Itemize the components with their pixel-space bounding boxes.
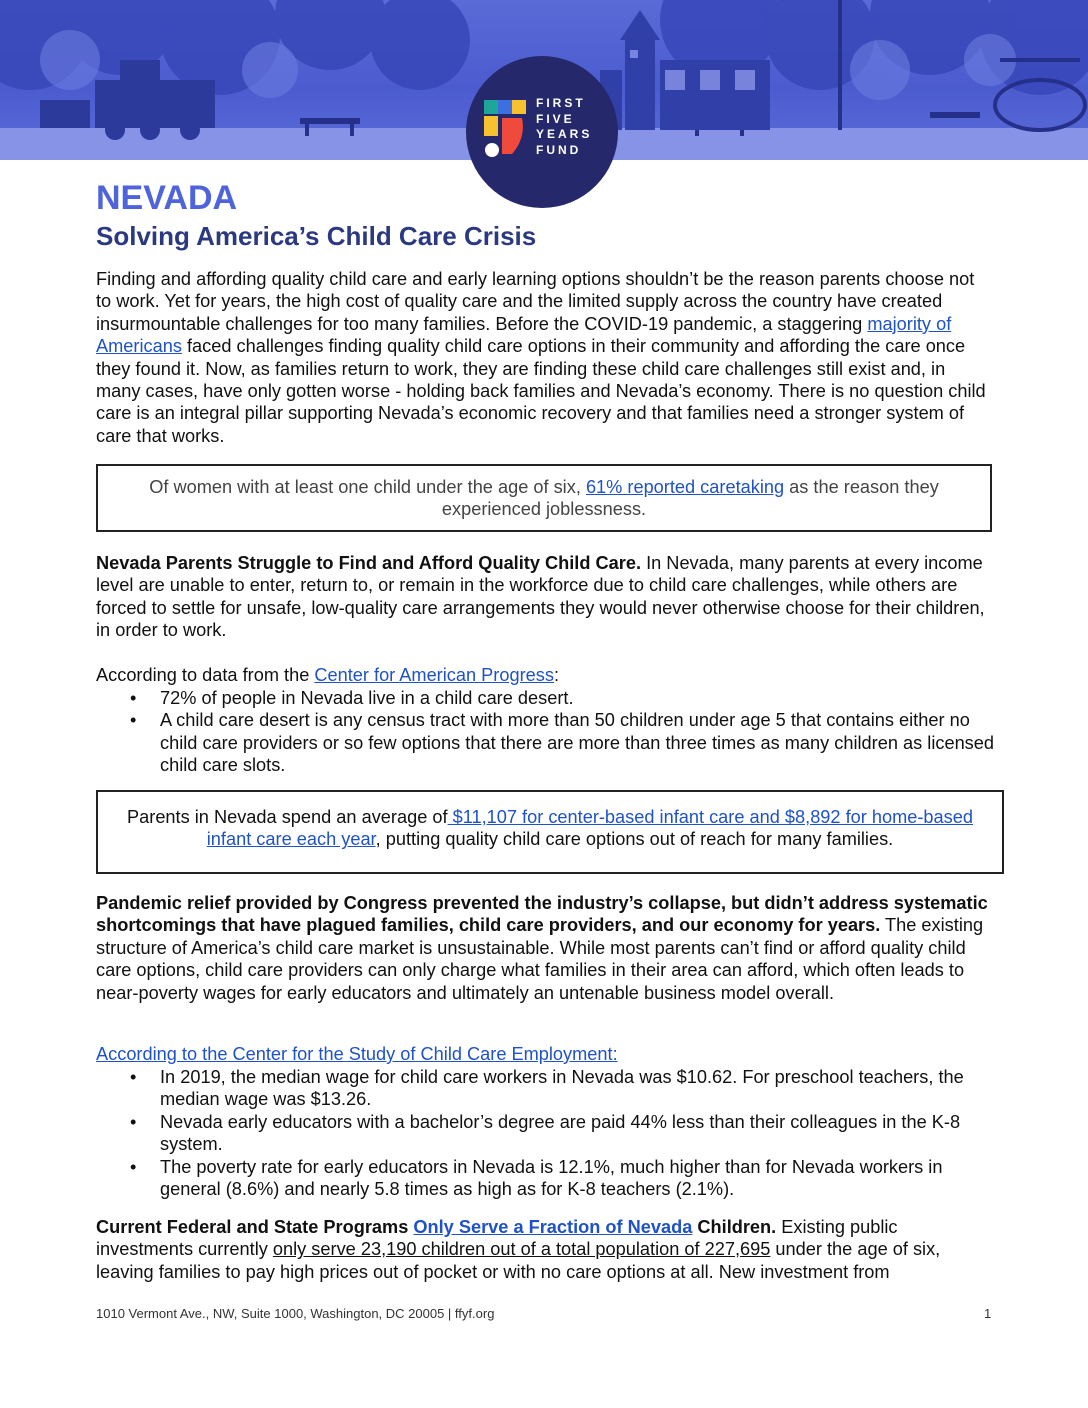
cap-intro-colon: :: [553, 665, 560, 685]
caretaking-link[interactable]: 61% reported caretaking: [585, 477, 785, 497]
majority-of-americans-link[interactable]: majority of Americans: [96, 313, 952, 357]
section-federal-state-programs: [96, 1216, 992, 1283]
cscce-link[interactable]: According to the Center for the Study of Child Care Employment:: [96, 1044, 618, 1064]
cscce-bullet-list: [96, 1066, 996, 1200]
bullet-icon: •: [130, 1111, 137, 1132]
list-item: [96, 1111, 996, 1156]
section3-body-2: under the age of six, leaving families to pay high prices out of pocket or with no care options at all. New investment from: [96, 1239, 941, 1282]
section1-body: In Nevada, many parents at every income level are unable to enter, return to, or remain in the workforce due to child care challenges, while others are forced to settle for unsafe, low-quality care arrangements they would never otherwise choose for their children, in order to work.: [96, 553, 985, 641]
section2-heading: Pandemic relief provided by Congress prevented the industry’s collapse, but didn’t address systematic shortcomings that have plagued families, child care providers, and our economy for years.: [96, 893, 988, 936]
footer-address: 1010 Vermont Ave., NW, Suite 1000, Washington, DC 20005 | ffyf.org: [96, 1306, 495, 1321]
bullet-text: A child care desert is any census tract with more than 50 children under age 5 that contains either no child care providers or so few options that there are more than three times as many children as licensed child care slots.: [160, 710, 995, 776]
section-parents-struggle: [96, 552, 992, 642]
list-item: [96, 687, 996, 709]
section3-heading-1: Current Federal and State Programs: [96, 1217, 414, 1237]
cap-intro: [96, 664, 992, 686]
fraction-of-nevada-link[interactable]: Only Serve a Fraction of Nevada: [413, 1217, 693, 1237]
callout2-text-2: , putting quality child care options out of reach for many families.: [375, 829, 894, 850]
section2-body: The existing structure of America’s child care market is unsustainable. While most parents can’t find or afford quality child care options, child care providers can only charge what families in their area can afford, which often leads to near-poverty wages for early educators and ultimately an untenable business model overall.: [96, 915, 984, 1003]
center-for-american-progress-link[interactable]: Center for American Progress: [314, 665, 554, 685]
ffyf-mark-icon: [482, 98, 530, 166]
logo-wordmark: [536, 96, 592, 158]
logo-line-2: FIVE: [536, 111, 575, 126]
list-item: [96, 1066, 996, 1111]
callout1-text-1: Of women with at least one child under the age of six,: [149, 477, 586, 497]
bullet-text: 72% of people in Nevada live in a child care desert.: [160, 688, 574, 708]
bullet-icon: •: [130, 1067, 137, 1087]
infant-care-cost-link[interactable]: $11,107 for center-based infant care and $8,892 for home-based infant care each year: [206, 807, 973, 850]
cap-intro-text: According to data from the: [96, 665, 315, 685]
section3-heading-2: Children.: [692, 1217, 777, 1237]
bullet-icon: •: [130, 688, 137, 708]
callout-infant-care-cost: [96, 790, 1004, 874]
callout1-text-2: as the reason they experienced joblessness.: [441, 477, 939, 520]
section1-heading: Nevada Parents Struggle to Find and Afford Quality Child Care.: [96, 553, 642, 573]
bullet-icon: •: [130, 710, 137, 731]
first-five-years-fund-logo[interactable]: [466, 56, 618, 208]
intro-text-2: faced challenges finding quality child care options in their community and affording the care once they found it. Now, as families return to work, they are finding these child care challenges still exist and, in many cases, have only gotten worse - holding back families and Nevada’s economy. There is no question child care is an integral pillar supporting Nevada’s economic recovery and that families need a stronger system of care that works.: [96, 336, 986, 446]
callout2-text-1: Parents in Nevada spend an average of: [127, 807, 448, 827]
page-title: NEVADA: [96, 179, 238, 217]
list-item: [96, 709, 996, 776]
section-pandemic-relief: [96, 892, 992, 1004]
intro-paragraph: [96, 268, 992, 447]
section3-body-1: Existing public investments currently: [96, 1217, 898, 1260]
logo-line-1: FIRST: [536, 96, 586, 110]
logo-line-4: FUND: [536, 142, 582, 157]
section3-underlined-stat: only serve 23,190 children out of a total population of 227,695: [272, 1239, 771, 1260]
cap-bullet-list: [96, 687, 996, 777]
bullet-text: Nevada early educators with a bachelor’s degree are paid 44% less than their colleagues in the K-8 system.: [160, 1111, 961, 1155]
intro-text-1: Finding and affording quality child care and early learning options shouldn’t be the reason parents choose not to work. Yet for years, the high cost of quality care and the limited supply across the country have created insurmountable challenges for too many families. Before the COVID-19 pandemic, a staggering: [96, 269, 975, 334]
logo-line-3: YEARS: [536, 127, 593, 141]
bullet-text: In 2019, the median wage for child care workers in Nevada was $10.62. For preschool teachers, the median wage was $13.26.: [160, 1067, 964, 1110]
callout-joblessness: [96, 464, 992, 532]
page-subtitle: Solving America’s Child Care Crisis: [96, 221, 537, 251]
bullet-icon: •: [130, 1156, 137, 1177]
list-item: [96, 1156, 996, 1201]
bullet-text: The poverty rate for early educators in Nevada is 12.1%, much higher than for Nevada workers in general (8.6%) and nearly 5.8 times as high as for K-8 teachers (2.1%).: [160, 1156, 943, 1200]
page-number: 1: [984, 1306, 992, 1321]
cscce-intro: [96, 1043, 992, 1065]
